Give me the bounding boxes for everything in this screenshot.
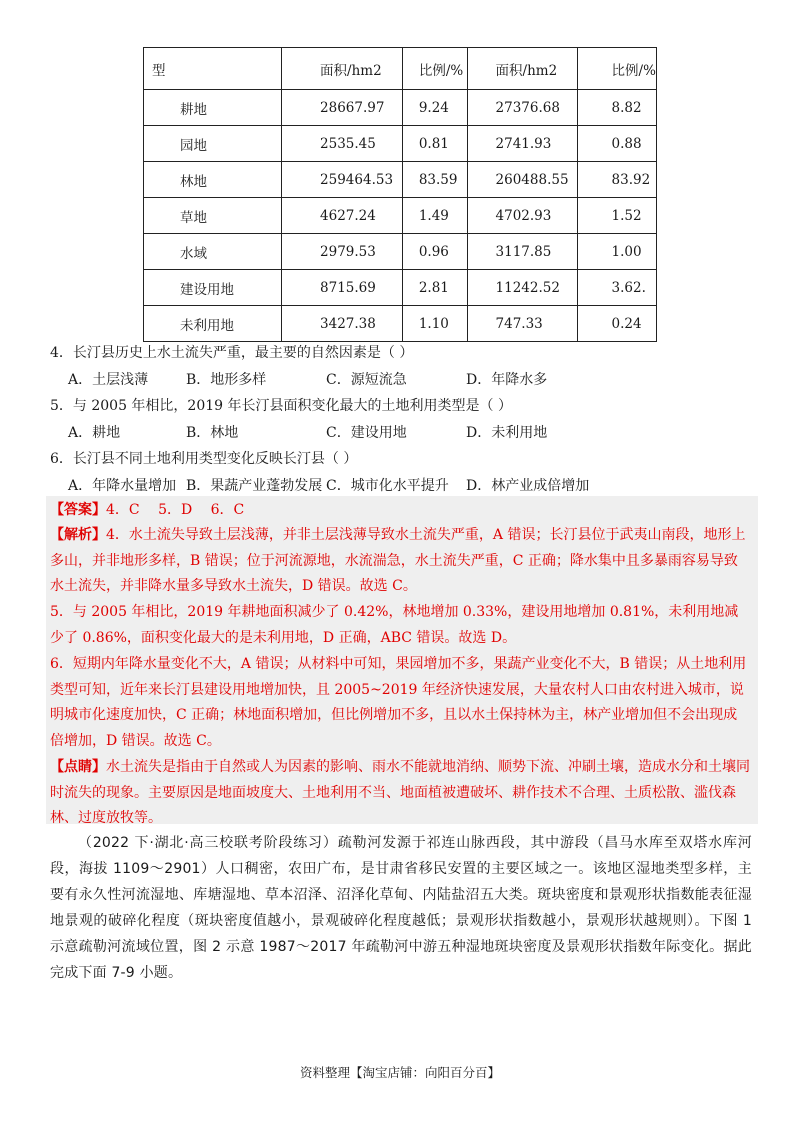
table-cell: 3427.38 [282, 306, 403, 342]
analysis-q5: 5．与 2005 年相比，2019 年耕地面积减少了 0.42%，林地增加 0.33%，建设用地增加 0.81%，未利用地减少了 0.86%，面积变化最大的是未利用地，D 正确，ABC 错误。故选 D。 [50, 604, 739, 646]
table-cell: 3.62. [577, 270, 656, 306]
q6-option-c[interactable]: C．城市化水平提升 [326, 478, 449, 494]
q6-option-d[interactable]: D．林产业成倍增加 [466, 478, 590, 494]
table-cell: 259464.53 [282, 162, 403, 198]
reading-passage: （2022 下·湖北·高三校联考阶段练习）疏勒河发源于祁连山脉西段，其中游段（昌马水库至双塔水库河段，海拔 1109～2901）人口稠密，农田广布，是甘肃省移民安置的主要区域之一。该地区湿地类型多样，主要有永久性河流湿地、库塘湿地、草本沼泽、沼泽化草甸、内陆盐沼五大类。斑块密度和景观形状指数能表征湿地景观的破碎化程度（斑块密度值越小，景观破碎化程度越低；景观形状指数越小，景观形状越规则）。下图 1 示意疏勒河流域位置，图 2 示意 1987～2017 年疏勒河中游五种湿地斑块密度及景观形状指数年际变化。据此完成下面 7-9 小题。 [50, 835, 752, 981]
table-row [144, 90, 657, 126]
table-cell: 4627.24 [282, 198, 403, 234]
table-cell: 2741.93 [467, 126, 577, 162]
comment-block [50, 755, 750, 832]
q5-option-a[interactable]: A．耕地 [68, 425, 121, 441]
q4-option-c[interactable]: C．源短流急 [326, 372, 407, 388]
comment-text: 水土流失是指由于自然或人为因素的影响、雨水不能就地消纳、顺势下流、冲刷土壤，造成水分和土壤同时流失的现象。主要原因是地面坡度大、土地利用不当、地面植被遭破坏、耕作技术不合理、土质松散、滥伐森林、过度放牧等。 [50, 759, 750, 826]
page-footer: 资料整理【淘宝店铺：向阳百分百】 [299, 1065, 500, 1080]
question-6-stem: 6．长汀县不同土地利用类型变化反映长汀县（ ） [50, 451, 358, 467]
table-row [144, 162, 657, 198]
table-cell: 0.88 [577, 126, 656, 162]
analysis-tag: 【解析】 [50, 527, 106, 543]
q5-option-c[interactable]: C．建设用地 [326, 425, 407, 441]
table-cell: 建设用地 [144, 270, 282, 306]
table-cell: 0.24 [577, 306, 656, 342]
table-cell: 林地 [144, 162, 282, 198]
answer-line [50, 498, 750, 524]
question-4-stem: 4．长汀县历史上水土流失严重，最主要的自然因素是（ ） [50, 345, 414, 361]
analysis-q6: 6．短期内年降水量变化不大，A 错误；从材料中可知，果园增加不多，果蔬产业变化不大，B 错误；从土地利用类型可知，近年来长汀县建设用地增加快，且 2005~2019 年经济快速发展，大量农村人口由农村进入城市，说明城市化速度加快，C 正确；林地面积增加，但比例增加不多，且以水土保持林为主，林产业增加但不会出现成倍增加，D 错误。故选 C。 [50, 656, 747, 749]
table-row [144, 306, 657, 342]
table-cell: 2535.45 [282, 126, 403, 162]
table-cell: 面积/hm2 [282, 48, 403, 90]
table-cell: 8715.69 [282, 270, 403, 306]
table-cell: 28667.97 [282, 90, 403, 126]
q4-option-d[interactable]: D．年降水多 [466, 372, 548, 388]
table-cell: 1.49 [402, 198, 467, 234]
table-cell: 1.00 [577, 234, 656, 270]
table-cell: 260488.55 [467, 162, 577, 198]
table-cell: 比例/% [402, 48, 467, 90]
table-cell: 耕地 [144, 90, 282, 126]
question-5-stem: 5．与 2005 年相比，2019 年长汀县面积变化最大的土地利用类型是（ ） [50, 398, 512, 414]
table-cell: 1.52 [577, 198, 656, 234]
table-cell: 0.81 [402, 126, 467, 162]
q6-option-a[interactable]: A．年降水量增加 [68, 478, 177, 494]
table-row [144, 126, 657, 162]
table-row [144, 234, 657, 270]
table-cell: 园地 [144, 126, 282, 162]
table-cell: 2979.53 [282, 234, 403, 270]
q5-option-b[interactable]: B．林地 [186, 425, 239, 441]
analysis-q4 [50, 523, 750, 600]
table-cell: 4702.93 [467, 198, 577, 234]
table-cell: 1.10 [402, 306, 467, 342]
table-row [144, 270, 657, 306]
answer-tag: 【答案】 [50, 502, 106, 518]
q4-option-b[interactable]: B．地形多样 [186, 372, 267, 388]
table-cell: 比例/% [577, 48, 656, 90]
table-cell: 型 [144, 48, 282, 90]
table-cell: 747.33 [467, 306, 577, 342]
analysis-q4-text: 4．水土流失导致土层浅薄，并非土层浅薄导致水土流失严重，A 错误；长汀县位于武夷山南段，地形上多山，并非地形多样，B 错误；位于河流源地，水流湍急，水土流失严重，C 正确；降水集中且多暴雨容易导致水土流失，并非降水量多导致水土流失，D 错误。故选 C。 [50, 527, 746, 594]
table-cell: 2.81 [402, 270, 467, 306]
table-cell: 11242.52 [467, 270, 577, 306]
table-cell: 27376.68 [467, 90, 577, 126]
q5-option-d[interactable]: D．未利用地 [466, 425, 548, 441]
table-cell: 83.92 [577, 162, 656, 198]
table-cell: 0.96 [402, 234, 467, 270]
table-cell: 83.59 [402, 162, 467, 198]
table-cell: 水域 [144, 234, 282, 270]
table-cell: 9.24 [402, 90, 467, 126]
table-header-row [144, 48, 657, 90]
q4-option-a[interactable]: A．土层浅薄 [68, 372, 149, 388]
table-row [144, 198, 657, 234]
table-cell: 未利用地 [144, 306, 282, 342]
comment-tag: 【点睛】 [50, 759, 106, 775]
land-use-table [143, 47, 657, 342]
table-cell: 面积/hm2 [467, 48, 577, 90]
q6-option-b[interactable]: B．果蔬产业蓬勃发展 [186, 478, 323, 494]
table-cell: 3117.85 [467, 234, 577, 270]
table-cell: 草地 [144, 198, 282, 234]
answer-text: 4．C 5．D 6．C [106, 502, 245, 518]
table-cell: 8.82 [577, 90, 656, 126]
